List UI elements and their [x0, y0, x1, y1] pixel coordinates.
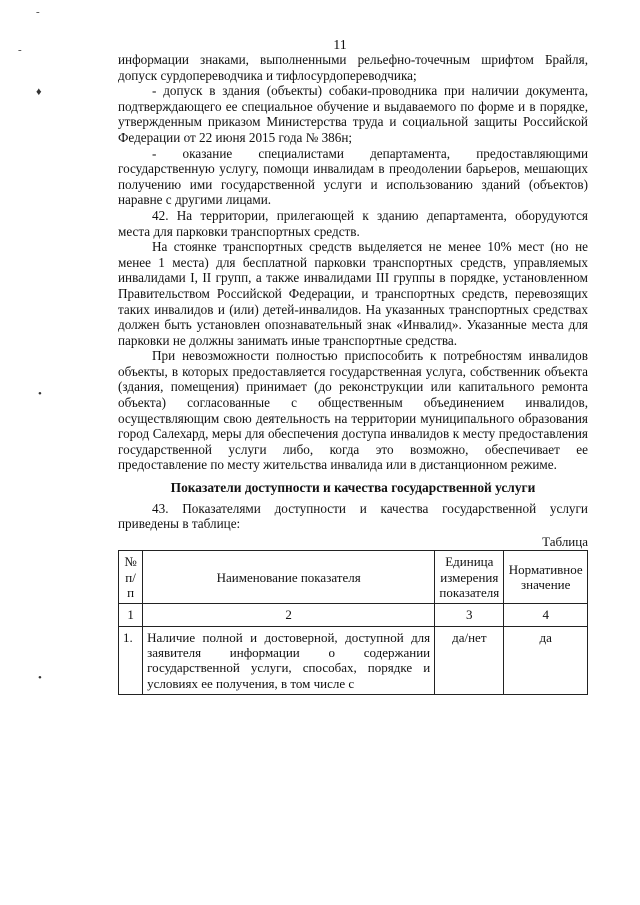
scan-mark: ♦ — [36, 86, 42, 98]
page-number: 11 — [333, 38, 347, 53]
section-heading: Показатели доступности и качества государственной услуги — [170, 480, 536, 496]
table-cell: да — [504, 627, 588, 695]
paragraph: - допуск в здания (объекты) собаки-проводника при наличии документа, подтверждающего ее специальное обучение и выдаваемого по форме и в порядке, утвержденным приказом Министерства труда и социальной защиты Российской Федерации от 22 июня 2015 года № 386н; — [118, 83, 588, 145]
scan-mark: • — [38, 672, 42, 684]
table-row — [119, 627, 588, 695]
paragraph: 43. Показателями доступности и качества государственной услуги приведены в таблице: — [118, 500, 588, 532]
paragraph: - оказание специалистами департамента, предоставляющими государственную услугу, помощи инвалидам в преодолении барьеров, мешающих получению ими государственной услуги и использованию зданий (объектов) наравне с другими лицами. — [118, 145, 588, 208]
table-cell: да/нет — [435, 627, 504, 695]
scan-mark: - — [36, 6, 40, 18]
table-cell: 3 — [435, 604, 504, 627]
header-number: № п/п — [119, 551, 143, 604]
table-cell: 1. — [119, 627, 143, 695]
table-cell: Наличие полной и достоверной, доступной для заявителя информации о содержании государственной услуги, способах, порядке и условиях ее получения, в том числе с — [143, 627, 435, 695]
table-header-row — [119, 551, 588, 604]
table-cell: 4 — [504, 604, 588, 627]
table-index-row — [119, 604, 588, 627]
table-cell: 2 — [143, 604, 435, 627]
paragraph: информации знаками, выполненными рельефно-точечным шрифтом Брайля, допуск сурдопереводчика и тифлосурдопереводчика; — [118, 52, 588, 83]
document-body — [118, 52, 588, 695]
header-indicator-name: Наименование показателя — [143, 551, 435, 604]
header-unit: Единица измерения показателя — [435, 551, 504, 604]
header-normative-value: Нормативное значение — [504, 551, 588, 604]
paragraph: 42. На территории, прилегающей к зданию департамента, оборудуются места для парковки транспортных средств. — [118, 207, 588, 239]
table-caption: Таблица — [542, 533, 588, 549]
scan-mark: • — [38, 388, 42, 400]
paragraph: На стоянке транспортных средств выделяется не менее 10% мест (но не менее 1 места) для бесплатной парковки транспортных средств, управляемых инвалидами I, II групп, а также инвалидами III группы в порядке, установленном Правительством Российской Федерации, и транспортных средств, перевозящих таких инвалидов и (или) детей-инвалидов. На указанных транспортных средствах должен быть установлен опознавательный знак «Инвалид». Указанные места для парковки не должны занимать иные транспортные средства. — [118, 239, 588, 348]
scan-mark: - — [18, 44, 22, 56]
table-cell: 1 — [119, 604, 143, 627]
indicators-table — [118, 550, 588, 694]
paragraph: При невозможности полностью приспособить к потребностям инвалидов объекты, в которых предоставляется государственная услуга, собственник объекта (здания, помещения) принимает (до реконструкции или капитального ремонта объекта) согласованные с общественным объединением инвалидов, осуществляющим свою деятельность на территории муниципального образования город Салехард, меры для обеспечения доступа инвалидов к месту предоставления государственной услуги либо, когда это возможно, обеспечивает ее предоставление по месту жительства инвалида или в дистанционном режиме. — [118, 348, 588, 473]
